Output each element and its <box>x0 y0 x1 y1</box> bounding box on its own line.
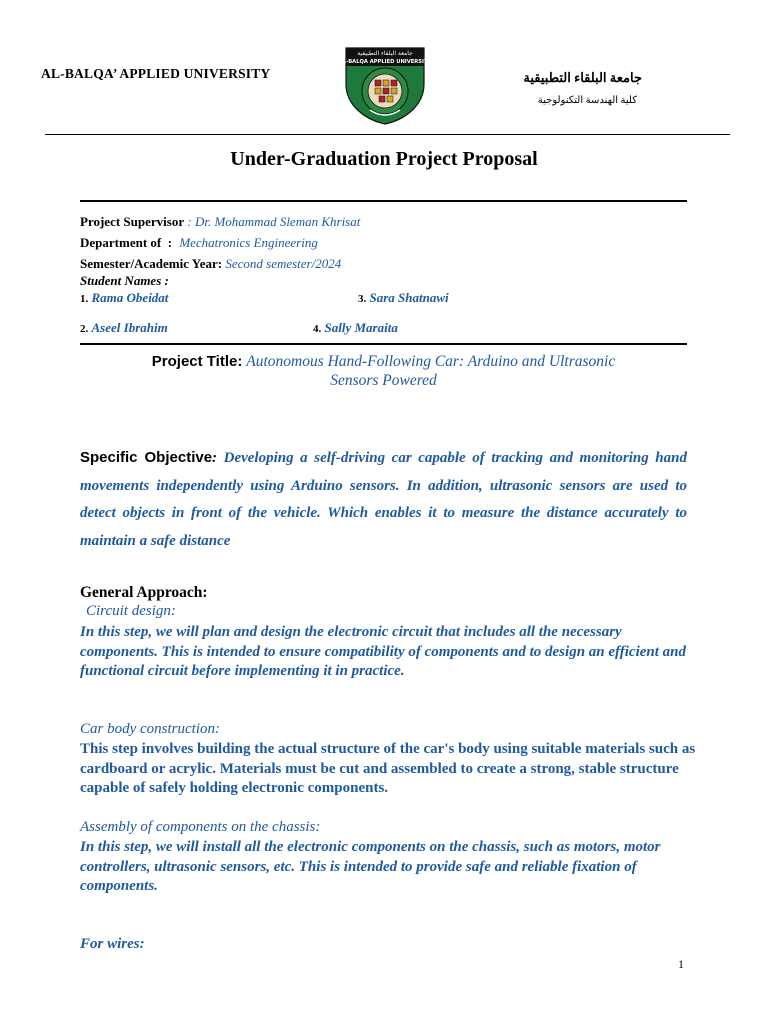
university-seal-icon <box>342 44 428 126</box>
section-text: In this step, we will plan and design the electronic circuit that includes all the necessary components. This is intended to ensure compatibility of components and to design an efficient and functional circuit before implementing it in practice. <box>80 624 687 679</box>
objective-colon: : <box>212 450 218 466</box>
specific-objective <box>80 444 687 555</box>
department-value: Mechatronics Engineering <box>179 235 318 250</box>
student-3 <box>358 290 449 306</box>
page-number: 1 <box>678 957 684 971</box>
student-name: Sally Maraita <box>324 320 398 335</box>
approach-label: General Approach: <box>80 584 208 601</box>
semester-row <box>80 256 341 272</box>
section-heading: For wires: <box>80 936 145 952</box>
semester-label: Semester/Academic Year: <box>80 256 223 271</box>
university-name-en: AL-BALQA’ APPLIED UNIVERSITY <box>41 66 271 81</box>
department-label: Department of : <box>80 235 173 250</box>
title-divider <box>80 200 687 202</box>
section-text: In this step, we will install all the electronic components on the chassis, such as motors, motor controllers, ultrasonic sensors, etc. This is intended to provide safe and reliable fixation of components. <box>80 839 661 894</box>
objective-text: Developing a self-driving car capable of tracking and monitoring hand movements independently using Arduino sensors. In addition, ultrasonic sensors are used to detect objects in front of the vehicle. Which enables it to measure the distance accurately to maintain a safe distance <box>80 450 687 549</box>
logo-banner-ar: جامعة البلقاء التطبيقية <box>357 50 413 57</box>
student-number: 2. <box>80 323 89 335</box>
student-number: 3. <box>358 293 367 305</box>
section-heading: Circuit design: <box>86 603 176 619</box>
supervisor-row <box>80 214 360 230</box>
student-name: Rama Obeidat <box>91 290 169 305</box>
university-logo <box>342 44 428 126</box>
section-text: This step involves building the actual structure of the car's body using suitable materials such as cardboard or acrylic. Materials must be cut and assembled to create a strong, stable structure capable of safely holding electronic components. <box>80 741 696 796</box>
project-title <box>80 352 687 390</box>
supervisor-separator: : <box>184 214 195 229</box>
faculty-name-ar: كلية الهندسة التكنولوجية <box>537 95 637 106</box>
project-title-line2: Sensors Powered <box>330 372 437 389</box>
student-name: Aseel Ibrahim <box>91 320 168 335</box>
student-number: 1. <box>80 293 89 305</box>
student-4 <box>313 320 398 336</box>
student-name: Sara Shatnawi <box>369 290 449 305</box>
info-divider <box>80 343 687 345</box>
header-divider <box>45 134 730 135</box>
objective-label: Specific Objective <box>80 449 213 466</box>
section-heading: Car body construction: <box>80 721 220 737</box>
logo-banner-en: AL-BALQA APPLIED UNIVERSITY <box>342 59 428 65</box>
supervisor-label: Project Supervisor <box>80 214 185 229</box>
university-name-ar: جامعة البلقاء التطبيقية <box>523 70 642 85</box>
project-title-label: Project Title: <box>151 353 243 370</box>
semester-value: Second semester/2024 <box>225 256 342 271</box>
student-2 <box>80 320 168 336</box>
student-number: 4. <box>313 323 322 335</box>
student-1 <box>80 290 168 306</box>
students-label: Student Names : <box>80 273 169 288</box>
supervisor-value: Dr. Mohammad Sleman Khrisat <box>194 214 361 229</box>
document-title: Under-Graduation Project Proposal <box>230 148 538 170</box>
department-row <box>80 235 318 251</box>
project-title-line1: Autonomous Hand-Following Car: Arduino and Ultrasonic <box>246 353 616 370</box>
section-heading: Assembly of components on the chassis: <box>80 819 321 835</box>
